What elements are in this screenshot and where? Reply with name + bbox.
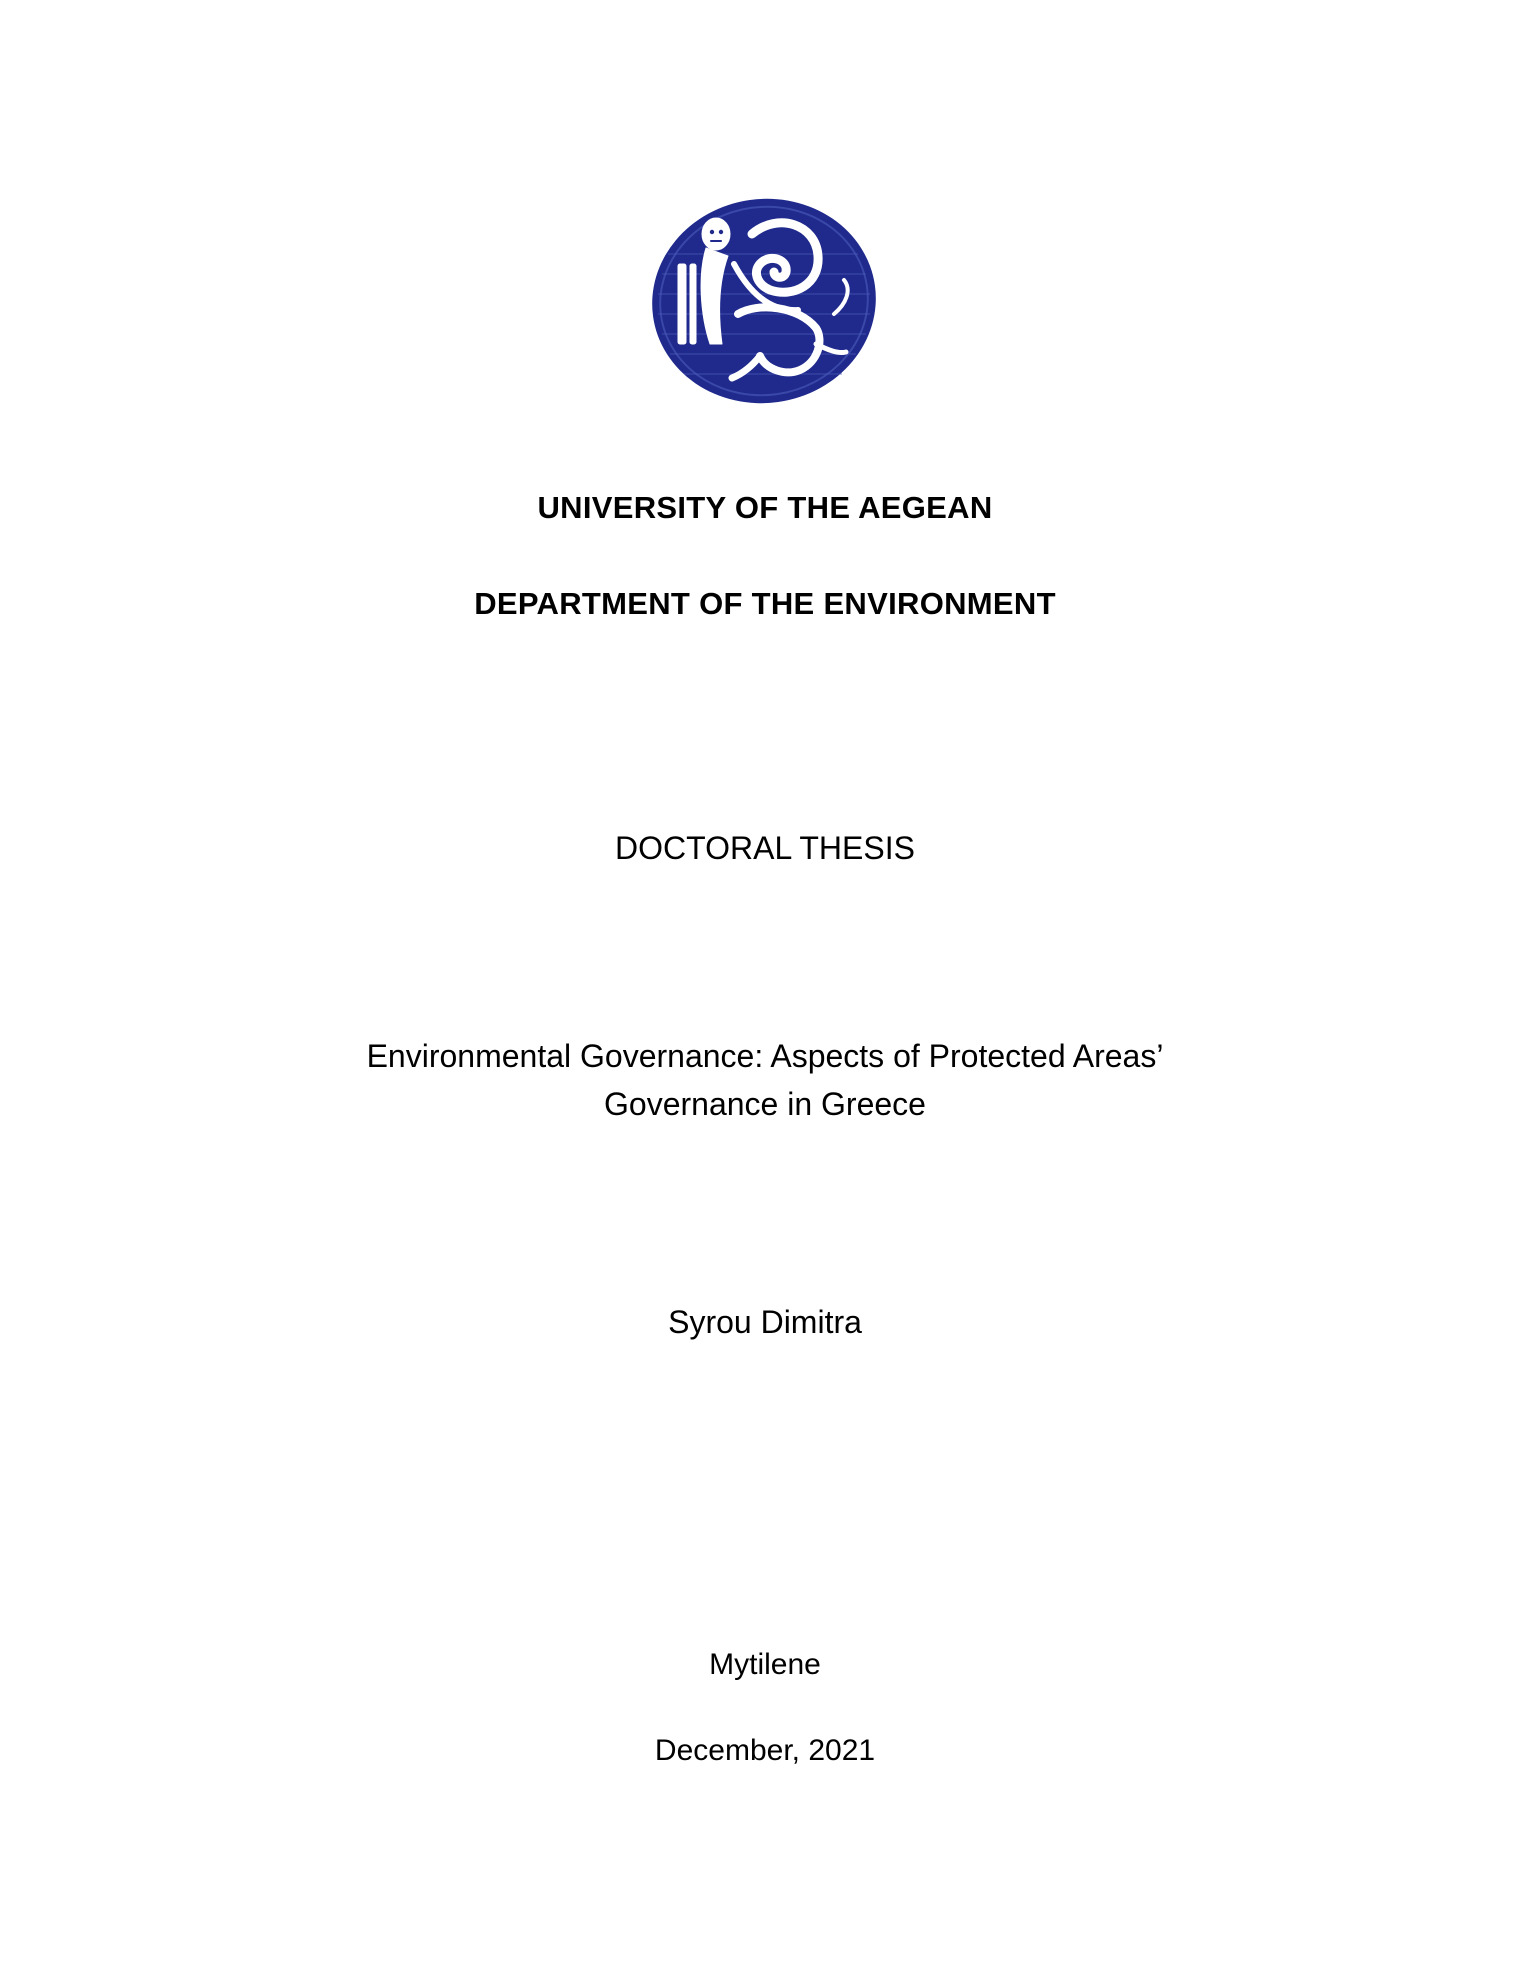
thesis-title-line-2: Governance in Greece [604, 1086, 926, 1122]
thesis-type: DOCTORAL THESIS [615, 830, 915, 866]
department-name: DEPARTMENT OF THE ENVIRONMENT [474, 586, 1056, 621]
date: December, 2021 [654, 1734, 876, 1767]
university-name: UNIVERSITY OF THE AEGEAN [537, 490, 993, 525]
place: Mytilene [709, 1648, 821, 1681]
author-name: Syrou Dimitra [668, 1304, 862, 1340]
thesis-title-line-1: Environmental Governance: Aspects of Protected Areas’ [366, 1038, 1164, 1074]
university-seal-icon [648, 194, 880, 408]
